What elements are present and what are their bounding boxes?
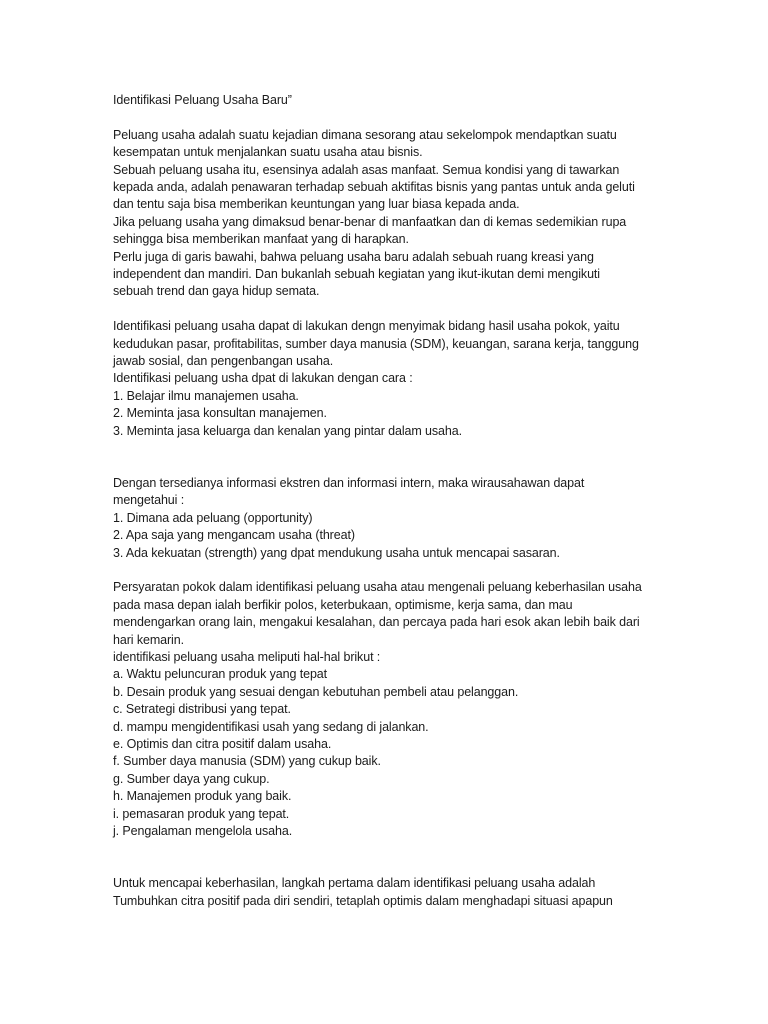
list-item: 3. Ada kekuatan (strength) yang dpat mendukung usaha untuk mencapai sasaran. — [113, 545, 560, 560]
text-line: identifikasi peluang usaha meliputi hal-hal brikut : — [113, 649, 381, 664]
list-item: 2. Apa saja yang mengancam usaha (threat) — [113, 528, 355, 543]
text-line: mendengarkan orang lain, mengakui kesalahan, dan percaya pada hari esok akan lebih baik dari — [113, 615, 640, 630]
text-line: Dengan tersedianya informasi ekstren dan informasi intern, maka wirausahawan dapat — [113, 475, 585, 490]
text-line: pada masa depan ialah berfikir polos, keterbukaan, optimisme, kerja sama, dan mau — [113, 597, 573, 612]
text-line: kedudukan pasar, profitabilitas, sumber daya manusia (SDM), keuangan, sarana kerja, tanggung — [113, 336, 639, 351]
list-item: d. mampu mengidentifikasi usah yang sedang di jalankan. — [113, 719, 429, 734]
blank-line — [113, 562, 658, 579]
blank-line — [113, 440, 658, 475]
list-item: c. Setrategi distribusi yang tepat. — [113, 702, 291, 717]
text-line: Tumbuhkan citra positif pada diri sendiri, tetaplah optimis dalam menghadapi situasi apapun — [113, 893, 613, 908]
text-line: dan tentu saja bisa memberikan keuntungan yang luar biasa kepada anda. — [113, 197, 520, 212]
text-line: Identifikasi peluang usha dpat di lakukan dengan cara : — [113, 371, 413, 386]
text-line: hari kemarin. — [113, 632, 184, 647]
text-line: sebuah trend dan gaya hidup semata. — [113, 284, 320, 299]
paragraph-definition — [113, 127, 658, 301]
list-item: f. Sumber daya manusia (SDM) yang cukup baik. — [113, 754, 381, 769]
text-line: Identifikasi peluang usaha dapat di lakukan dengn menyimak bidang hasil usaha pokok, yaitu — [113, 319, 620, 334]
paragraph-conclusion — [113, 875, 658, 910]
paragraph-requirements — [113, 579, 658, 840]
text-line: Jika peluang usaha yang dimaksud benar-benar di manfaatkan dan di kemas sedemikian rupa — [113, 214, 627, 229]
blank-line — [113, 840, 658, 875]
list-item: 1. Belajar ilmu manajemen usaha. — [113, 388, 299, 403]
paragraph-identification-methods — [113, 318, 658, 440]
text-line: mengetahui : — [113, 493, 185, 508]
list-item: g. Sumber daya yang cukup. — [113, 771, 270, 786]
text-line: Persyaratan pokok dalam identifikasi peluang usaha atau mengenali peluang keberhasilan usaha — [113, 580, 642, 595]
list-item: e. Optimis dan citra positif dalam usaha. — [113, 736, 332, 751]
document-title: Identifikasi Peluang Usaha Baru” — [113, 93, 292, 107]
list-item: i. pemasaran produk yang tepat. — [113, 806, 290, 821]
text-line: Untuk mencapai keberhasilan, langkah pertama dalam identifikasi peluang usaha adalah — [113, 876, 596, 891]
list-item: 2. Meminta jasa konsultan manajemen. — [113, 406, 327, 421]
paragraph-information — [113, 475, 658, 562]
blank-line — [113, 301, 658, 318]
text-line: independent dan mandiri. Dan bukanlah sebuah kegiatan yang ikut-ikutan demi mengikuti — [113, 267, 600, 282]
list-item: b. Desain produk yang sesuai dengan kebutuhan pembeli atau pelanggan. — [113, 684, 519, 699]
text-line: Peluang usaha adalah suatu kejadian dimana sesorang atau sekelompok mendaptkan suatu — [113, 127, 617, 142]
text-line: Sebuah peluang usaha itu, esensinya adalah asas manfaat. Semua kondisi yang di tawarkan — [113, 162, 620, 177]
text-line: kepada anda, adalah penawaran terhadap sebuah aktifitas bisnis yang pantas untuk anda geluti — [113, 180, 635, 195]
list-item: a. Waktu peluncuran produk yang tepat — [113, 667, 328, 682]
text-line: sehingga bisa memberikan manfaat yang di harapkan. — [113, 232, 409, 247]
list-item: h. Manajemen produk yang baik. — [113, 789, 292, 804]
document-body — [113, 92, 658, 910]
text-line: Perlu juga di garis bawahi, bahwa peluang usaha baru adalah sebuah ruang kreasi yang — [113, 249, 594, 264]
list-item: j. Pengalaman mengelola usaha. — [113, 824, 293, 838]
blank-line — [113, 109, 658, 126]
text-line: jawab sosial, dan pengenbangan usaha. — [113, 354, 334, 369]
text-line: kesempatan untuk menjalankan suatu usaha atau bisnis. — [113, 145, 423, 160]
list-item: 1. Dimana ada peluang (opportunity) — [113, 510, 313, 525]
list-item: 3. Meminta jasa keluarga dan kenalan yang pintar dalam usaha. — [113, 423, 462, 438]
